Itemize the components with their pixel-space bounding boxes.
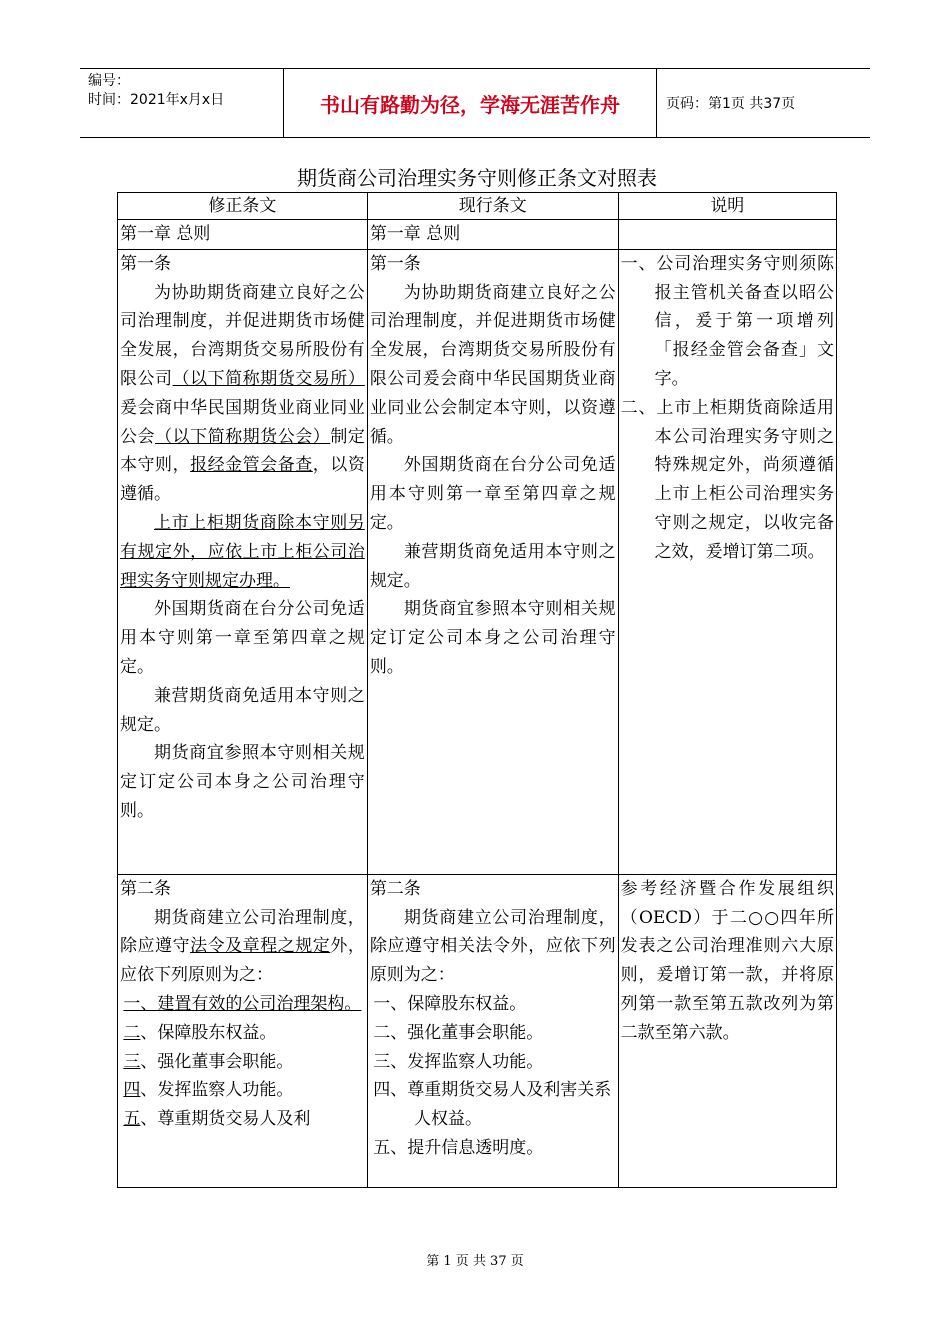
art2-revised xyxy=(118,874,368,1187)
underlined-insert: 报经金管会备查 xyxy=(190,455,313,476)
art2-revised-heading: 第二条 xyxy=(120,878,171,899)
art2-current-item-4: 四、尊重期货交易人及利害关系人权益。 xyxy=(373,1080,612,1130)
chapter-revised: 第一章 总则 xyxy=(118,220,368,250)
art2-current-item-1: 一、保障股东权益。 xyxy=(373,993,527,1014)
text-run: 爰会商中华民国期货业商业同业公会 xyxy=(120,397,365,447)
underlined-insert: 上市上柜期货商除本守则另有规定外，应依上市上柜公司治理实务守则规定办理。 xyxy=(120,512,365,591)
item-text: 、强化董事会职能。 xyxy=(140,1051,294,1072)
note-number: 二、 xyxy=(620,397,657,418)
art2-current-p1: 期货商建立公司治理制度，除应遵守相关法令外，应依下列原则为之： xyxy=(369,907,616,986)
header-meta xyxy=(80,69,280,137)
item-text: 、发挥监察人功能。 xyxy=(140,1080,294,1101)
col-header-revised: 修正条文 xyxy=(118,193,368,220)
item-text: 、保障股东权益。 xyxy=(140,1022,277,1043)
art2-revised-item-3 xyxy=(120,1048,365,1077)
item-number: 一、 xyxy=(123,993,158,1014)
art1-revised-p2 xyxy=(120,509,365,595)
text-run: 制定本守则， xyxy=(120,426,365,476)
date-label: 时间：2021年x月x日 xyxy=(88,92,225,108)
art1-revised-p4: 兼营期货商免适用本守则之规定。 xyxy=(120,685,365,735)
item-text: 、尊重期货交易人及利 xyxy=(140,1109,311,1130)
comparison-table xyxy=(117,192,837,1188)
art2-revised-item-5 xyxy=(120,1105,365,1134)
col-header-notes: 说明 xyxy=(618,193,836,220)
chapter-current: 第一章 总则 xyxy=(367,220,618,250)
art1-note-1 xyxy=(621,250,834,394)
note-text: 公司治理实务守则须陈报主管机关备查以昭公信，爰于第一项增列「报经金管会备查」文字。 xyxy=(654,253,835,389)
col-header-current: 现行条文 xyxy=(367,193,618,220)
art1-current-p1: 为协助期货商建立良好之公司治理制度，并促进期货市场健全发展，台湾期货交易所股份有限公司爰会商中华民国期货业商业同业公会制定本守则，以资遵循。 xyxy=(369,282,616,447)
note-number: 一、 xyxy=(620,253,657,274)
underlined-insert: （以下简称期货公会） xyxy=(155,426,331,447)
art1-current-p3: 兼营期货商免适用本守则之规定。 xyxy=(369,541,616,591)
page-header xyxy=(80,68,870,138)
art1-current-p2: 外国期货商在台分公司免适用本守则第一章至第四章之规定。 xyxy=(369,455,616,533)
art2-current xyxy=(367,874,618,1187)
table-row xyxy=(118,249,837,874)
text-run: 外，应依下列原则为之： xyxy=(120,936,365,986)
item-number: 四 xyxy=(123,1080,141,1101)
item-number: 二 xyxy=(123,1022,141,1043)
art2-notes xyxy=(618,874,836,1187)
item-text: 建置有效的公司治理架构。 xyxy=(157,993,362,1014)
table-header-row xyxy=(118,193,837,220)
art1-notes xyxy=(618,249,836,874)
art1-note-2 xyxy=(621,394,834,567)
underlined-insert: 法令及章程之规定 xyxy=(190,936,331,957)
art2-revised-item-1 xyxy=(120,990,365,1019)
page-footer: 第 1 页 共 37 页 xyxy=(426,1254,524,1269)
art2-current-item-3: 三、发挥监察人功能。 xyxy=(373,1051,544,1072)
art2-revised-p1 xyxy=(120,904,365,990)
art1-revised-p1 xyxy=(120,279,365,509)
art1-revised xyxy=(118,249,368,874)
item-number: 五 xyxy=(123,1109,141,1130)
art2-revised-item-2 xyxy=(120,1019,365,1048)
table-row xyxy=(118,874,837,1187)
art1-current xyxy=(367,249,618,874)
chapter-row xyxy=(118,220,837,250)
text-run: ，以资遵循。 xyxy=(120,455,365,505)
header-page-info: 页码：第1页 共37页 xyxy=(666,96,796,112)
art1-revised-p3: 外国期货商在台分公司免适用本守则第一章至第四章之规定。 xyxy=(120,599,365,677)
underlined-insert: （以下简称期货交易所） xyxy=(172,368,365,389)
art1-current-p4: 期货商宜参照本守则相关规定订定公司本身之公司治理守则。 xyxy=(369,599,616,677)
art2-current-item-5: 五、提升信息透明度。 xyxy=(373,1137,544,1158)
art2-revised-item-4 xyxy=(120,1076,365,1105)
text-run: 期货商建立公司治理制度，除应遵守 xyxy=(120,907,365,957)
art1-revised-heading: 第一条 xyxy=(120,253,171,274)
art1-revised-p5: 期货商宜参照本守则相关规定订定公司本身之公司治理守则。 xyxy=(120,743,365,821)
item-number: 三 xyxy=(123,1051,141,1072)
art2-current-heading: 第二条 xyxy=(369,878,421,899)
art2-current-item-2: 二、强化董事会职能。 xyxy=(373,1022,544,1043)
document-title: 期货商公司治理实务守则修正条文对照表 xyxy=(297,166,657,190)
text-run: 为协助期货商建立良好之公司治理制度，并促进期货市场健全发展，台湾期货交易所股份有限公司 xyxy=(120,282,365,389)
art2-note: 参考经济暨合作发展组织（OECD）于二○○四年所发表之公司治理准则六大原则，爰增订第一款，并将原列第一款至第五款改列为第二款至第六款。 xyxy=(620,878,834,1043)
note-text: 上市上柜期货商除适用本公司治理实务守则之特殊规定外，尚须遵循上市上柜公司治理实务守则之规定，以收完备之效，爰增订第二项。 xyxy=(654,397,835,562)
header-motto: 书山有路勤为径，学海无涯苦作舟 xyxy=(283,69,657,137)
number-label: 编号： xyxy=(88,73,130,89)
chapter-notes xyxy=(618,220,836,250)
art1-current-heading: 第一条 xyxy=(369,253,421,274)
